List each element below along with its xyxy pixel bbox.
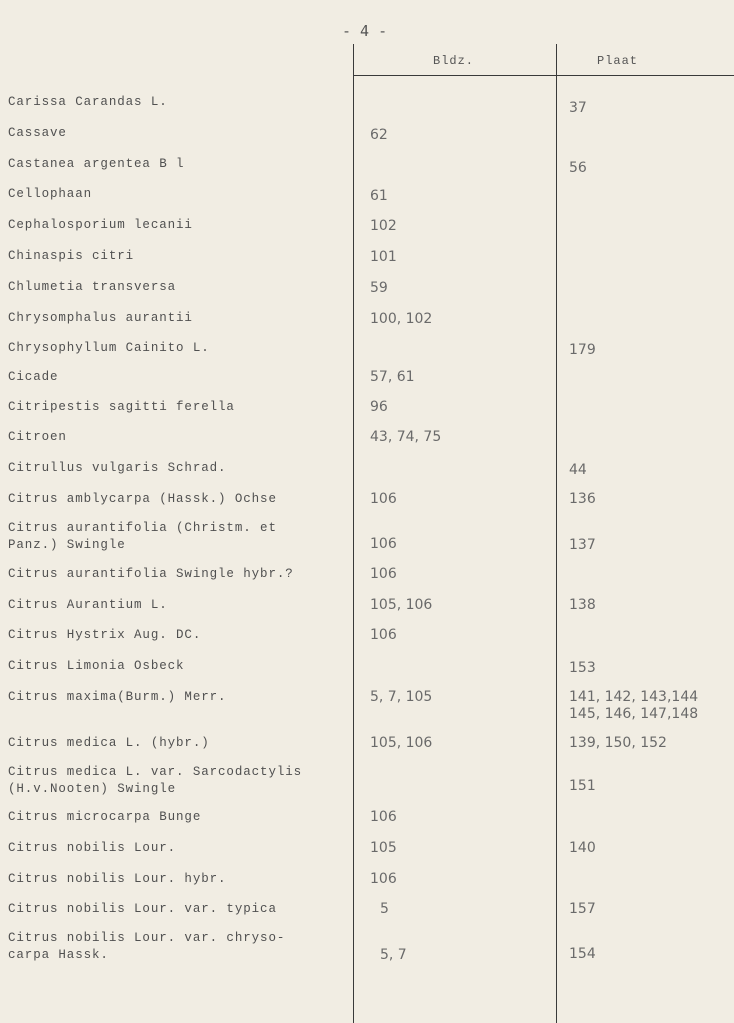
entry-name: Cicade xyxy=(8,370,59,384)
entry-name: Chrysophyllum Cainito L. xyxy=(8,341,210,355)
entry-name: Citrus medica L. var. Sarcodactylis (H.v.Nooten) Swingle xyxy=(8,765,303,796)
entry-pages: 43, 74, 75 xyxy=(370,429,442,445)
entry-name: Citrus microcarpa Bunge xyxy=(8,810,202,824)
entry-plates: 37 xyxy=(569,100,587,116)
entry-name: Citrus nobilis Lour. xyxy=(8,841,177,855)
column-divider-left xyxy=(353,44,354,1023)
entry-plates: 44 xyxy=(569,462,587,478)
entry-name: Citrus maxima(Burm.) Merr. xyxy=(8,690,227,704)
entry-name: Citrus Aurantium L. xyxy=(8,598,168,612)
entry-name: Citroen xyxy=(8,430,67,444)
entry-pages: 59 xyxy=(370,280,388,296)
entry-name: Cephalosporium lecanii xyxy=(8,218,193,232)
entry-plates: 138 xyxy=(569,597,596,613)
entry-pages: 105 xyxy=(370,840,397,856)
entry-name: Citrus Hystrix Aug. DC. xyxy=(8,628,202,642)
entry-pages: 106 xyxy=(370,809,397,825)
entry-plates: 151 xyxy=(569,778,596,794)
entry-pages: 5 xyxy=(380,901,389,917)
entry-pages: 106 xyxy=(370,871,397,887)
entry-name: Citrus aurantifolia Swingle hybr.? xyxy=(8,567,294,581)
entry-name: Citrus nobilis Lour. hybr. xyxy=(8,872,227,886)
entry-pages: 106 xyxy=(370,491,397,507)
entry-plates: 179 xyxy=(569,342,596,358)
entry-pages: 100, 102 xyxy=(370,311,433,327)
column-header-pages: Bldz. xyxy=(433,54,475,68)
entry-name: Chinaspis citri xyxy=(8,249,135,263)
entry-name: Chrysomphalus aurantii xyxy=(8,311,193,325)
entry-pages: 96 xyxy=(370,399,388,415)
entry-name: Citripestis sagitti ferella xyxy=(8,400,235,414)
entry-plates: 154 xyxy=(569,946,596,962)
entry-name: Castanea argentea B l xyxy=(8,157,185,171)
column-header-plates: Plaat xyxy=(597,54,639,68)
entry-pages: 106 xyxy=(370,627,397,643)
entry-pages: 106 xyxy=(370,536,397,552)
entry-plates: 56 xyxy=(569,160,587,176)
entry-plates: 141, 142, 143,144 145, 146, 147,148 xyxy=(569,689,699,722)
entry-plates: 157 xyxy=(569,901,596,917)
entry-plates: 140 xyxy=(569,840,596,856)
entry-pages: 57, 61 xyxy=(370,369,415,385)
entry-name: Citrus aurantifolia (Christm. et Panz.) Swingle xyxy=(8,521,277,552)
entry-name: Carissa Carandas L. xyxy=(8,95,168,109)
entry-pages: 5, 7, 105 xyxy=(370,689,433,705)
column-divider-right xyxy=(556,44,557,1023)
entry-name: Citrus amblycarpa (Hassk.) Ochse xyxy=(8,492,277,506)
entry-pages: 106 xyxy=(370,566,397,582)
entry-name: Citrullus vulgaris Schrad. xyxy=(8,461,227,475)
entry-name: Citrus medica L. (hybr.) xyxy=(8,736,210,750)
entry-name: Chlumetia transversa xyxy=(8,280,177,294)
entry-plates: 136 xyxy=(569,491,596,507)
entry-pages: 5, 7 xyxy=(380,947,407,963)
entry-pages: 102 xyxy=(370,218,397,234)
entry-pages: 62 xyxy=(370,127,388,143)
header-rule xyxy=(353,75,734,76)
entry-plates: 153 xyxy=(569,660,596,676)
entry-name: Citrus nobilis Lour. var. typica xyxy=(8,902,277,916)
entry-plates: 137 xyxy=(569,537,596,553)
page-number: - 4 - xyxy=(342,22,388,40)
entry-pages: 61 xyxy=(370,188,388,204)
entry-plates: 139, 150, 152 xyxy=(569,735,667,751)
entry-name: Cellophaan xyxy=(8,187,93,201)
entry-name: Citrus Limonia Osbeck xyxy=(8,659,185,673)
entry-name: Cassave xyxy=(8,126,67,140)
entry-name: Citrus nobilis Lour. var. chryso- carpa Hassk. xyxy=(8,931,286,962)
entry-pages: 105, 106 xyxy=(370,735,433,751)
entry-pages: 101 xyxy=(370,249,397,265)
entry-pages: 105, 106 xyxy=(370,597,433,613)
